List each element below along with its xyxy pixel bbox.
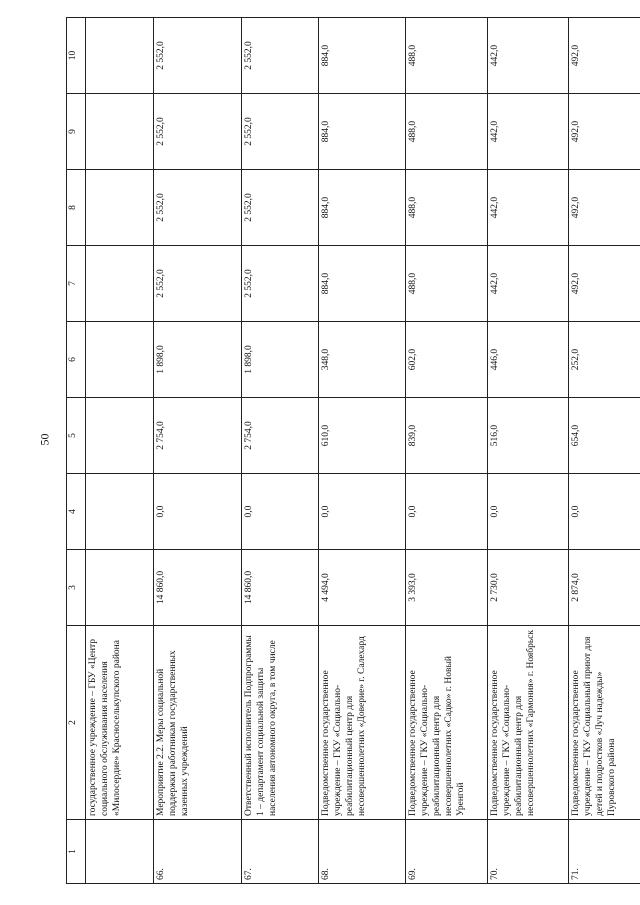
column-header: 9 [67,94,86,170]
column-header: 5 [67,398,86,474]
column-header: 8 [67,170,86,246]
row-number-cell: 70. [488,820,569,884]
column-header: 2 [67,626,86,820]
value-cell: 0,0 [488,474,569,550]
row-number-cell: 66. [154,820,242,884]
value-cell [86,170,154,246]
value-cell [86,550,154,626]
value-cell [86,398,154,474]
row-name-cell: Подведомственное государственное учреждение – ГКУ «Социально-реабилитационный центр для несовершеннолетних «Садко» г. Новый Уренгой [406,626,488,820]
table-header-row [67,18,86,884]
table-row [488,18,569,884]
value-cell: 442,0 [488,170,569,246]
value-cell: 2 552,0 [154,94,242,170]
value-cell: 884,0 [319,246,406,322]
value-cell: 4 494,0 [319,550,406,626]
value-cell: 2 874,0 [569,550,640,626]
table-row [242,18,319,884]
value-cell: 14 860,0 [154,550,242,626]
value-cell: 1 898,0 [154,322,242,398]
table-row [86,18,154,884]
value-cell: 610,0 [319,398,406,474]
rotated-table-frame [66,18,617,884]
value-cell: 0,0 [406,474,488,550]
row-name-cell: Подведомственное государственное учреждение – ГКУ «Социально-реабилитационный центр для несовершеннолетних «Доверие» г. Салехард [319,626,406,820]
table-row [569,18,640,884]
value-cell: 442,0 [488,18,569,94]
column-header: 4 [67,474,86,550]
value-cell: 0,0 [154,474,242,550]
table-row [154,18,242,884]
value-cell: 488,0 [406,94,488,170]
column-header: 7 [67,246,86,322]
value-cell: 839,0 [406,398,488,474]
row-name-cell: Ответственный исполнитель Подпрограммы 1 – департамент социальной защиты населения автономного округа, в том числе [242,626,319,820]
value-cell: 492,0 [569,94,640,170]
value-cell: 2 730,0 [488,550,569,626]
value-cell: 488,0 [406,170,488,246]
value-cell: 1 898,0 [242,322,319,398]
value-cell: 0,0 [242,474,319,550]
value-cell: 492,0 [569,246,640,322]
value-cell: 446,0 [488,322,569,398]
column-header: 6 [67,322,86,398]
value-cell: 654,0 [569,398,640,474]
column-header: 1 [67,820,86,884]
row-number-cell [86,820,154,884]
value-cell: 488,0 [406,246,488,322]
value-cell: 252,0 [569,322,640,398]
value-cell: 0,0 [569,474,640,550]
row-name-cell: Мероприятие 2.2. Меры социальной поддержки работникам государственных казенных учреждений [154,626,242,820]
value-cell: 348,0 [319,322,406,398]
column-header: 10 [67,18,86,94]
value-cell [86,18,154,94]
value-cell [86,474,154,550]
row-number-cell: 71. [569,820,640,884]
row-name-cell: государственное учреждение – ГБУ «Центр социального обслуживания населения «Милосердие» Красноселькупского района [86,626,154,820]
value-cell: 516,0 [488,398,569,474]
value-cell [86,94,154,170]
value-cell: 2 552,0 [154,18,242,94]
value-cell: 2 552,0 [242,18,319,94]
page-number: 50 [37,433,52,446]
value-cell: 0,0 [319,474,406,550]
table-row [406,18,488,884]
table-row [319,18,406,884]
value-cell: 884,0 [319,170,406,246]
value-cell: 3 393,0 [406,550,488,626]
value-cell [86,246,154,322]
row-name-cell: Подведомственное государственное учреждение – ГКУ «Социально-реабилитационный центр для несовершеннолетних «Гармония» г. Ноябрьск [488,626,569,820]
table-body [86,18,640,884]
value-cell: 442,0 [488,246,569,322]
row-number-cell: 67. [242,820,319,884]
row-number-cell: 68. [319,820,406,884]
row-name-cell: Подведомственное государственное учреждение – ГКУ «Социальный приют для детей и подростков «Луч надежды» Пуровского района [569,626,640,820]
column-header: 3 [67,550,86,626]
value-cell: 488,0 [406,18,488,94]
value-cell: 602,0 [406,322,488,398]
value-cell: 2 754,0 [154,398,242,474]
value-cell: 2 552,0 [154,246,242,322]
row-number-cell: 69. [406,820,488,884]
value-cell: 2 552,0 [242,246,319,322]
value-cell: 884,0 [319,94,406,170]
budget-table [66,17,640,884]
value-cell: 14 860,0 [242,550,319,626]
value-cell: 492,0 [569,170,640,246]
value-cell: 2 552,0 [242,94,319,170]
value-cell: 492,0 [569,18,640,94]
value-cell: 2 552,0 [154,170,242,246]
table-container [66,18,617,884]
value-cell [86,322,154,398]
value-cell: 2 754,0 [242,398,319,474]
value-cell: 2 552,0 [242,170,319,246]
value-cell: 884,0 [319,18,406,94]
value-cell: 442,0 [488,94,569,170]
